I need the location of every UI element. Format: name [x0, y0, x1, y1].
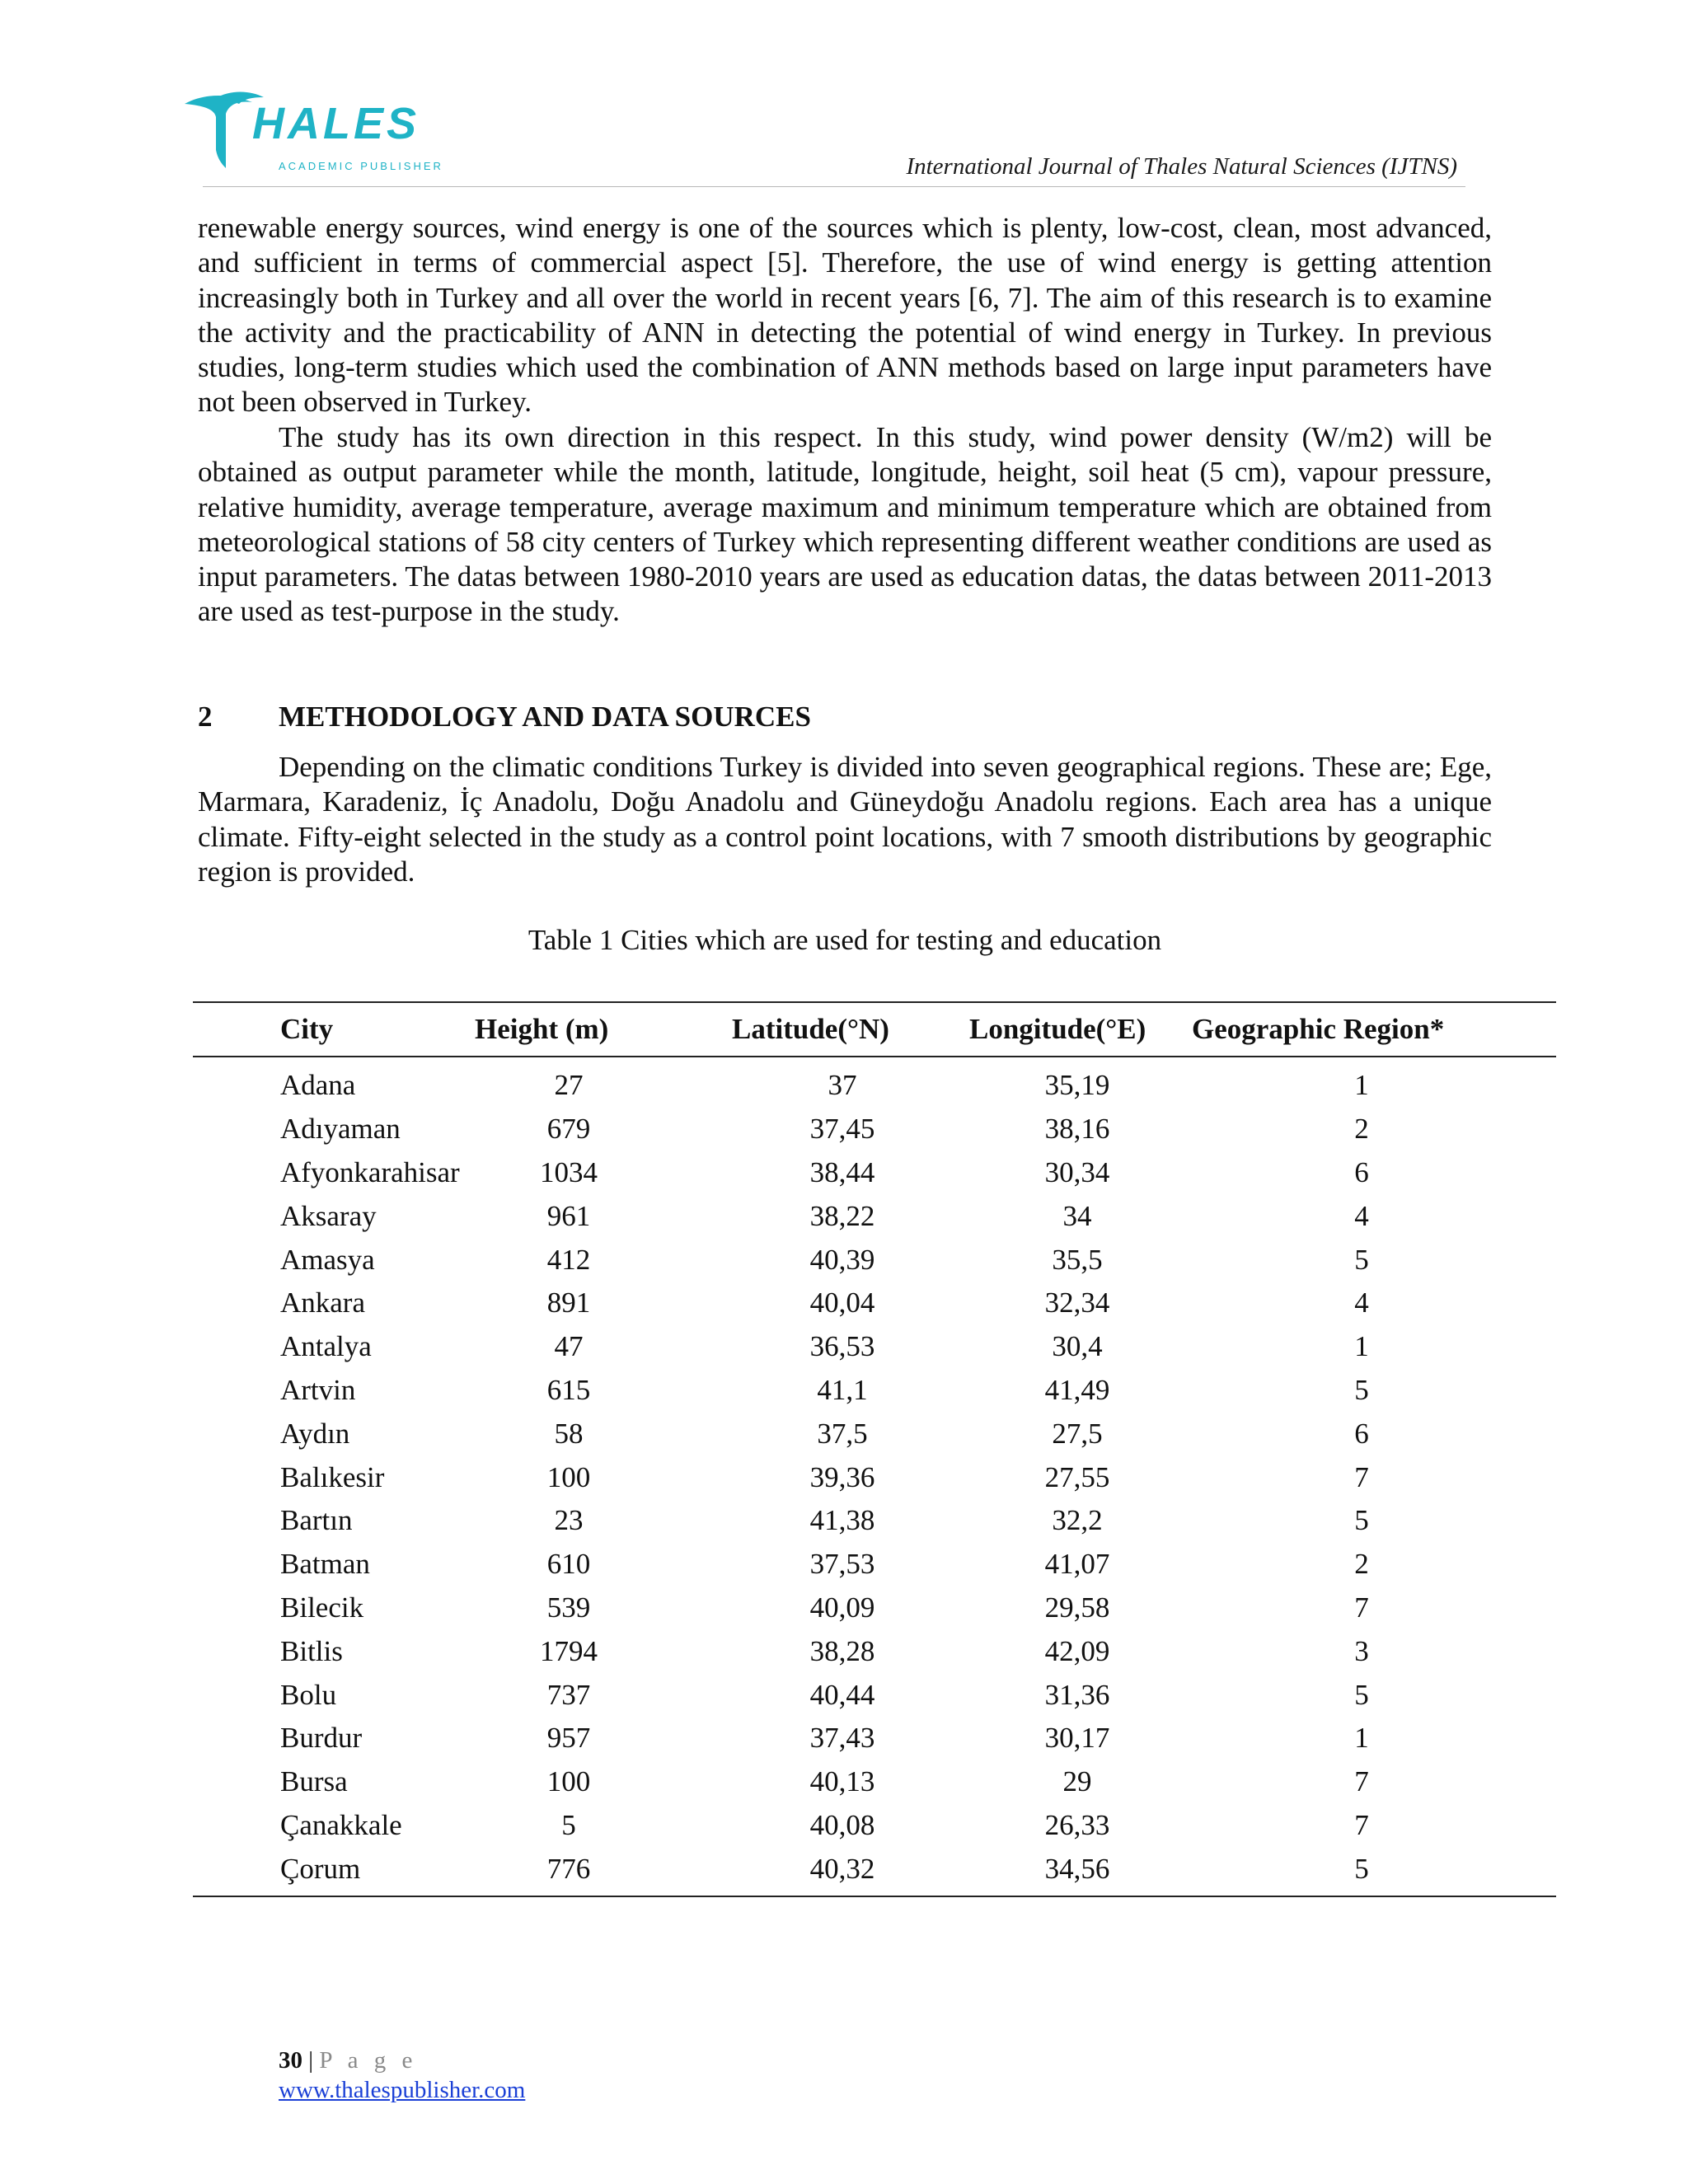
cell-longitude: 29,58: [1044, 1591, 1110, 1624]
cell-region: 6: [1354, 1417, 1369, 1450]
cell-latitude: 41,38: [809, 1504, 875, 1537]
cell-latitude: 37,5: [817, 1417, 868, 1450]
cell-latitude: 38,22: [809, 1199, 875, 1232]
cell-region: 4: [1354, 1286, 1369, 1319]
cell-latitude: 40,04: [809, 1286, 875, 1319]
cell-longitude: 41,07: [1044, 1548, 1110, 1581]
cell-region: 5: [1354, 1678, 1369, 1711]
table-row: [193, 1673, 1556, 1717]
page-footer: [279, 2046, 525, 2105]
cell-city: Bartın: [280, 1504, 353, 1537]
cell-latitude: 40,09: [809, 1591, 875, 1624]
cities-table: [193, 1001, 1497, 1897]
cell-city: Bilecik: [280, 1591, 364, 1624]
publisher-website-link[interactable]: www.thalespublisher.com: [279, 2077, 526, 2103]
cell-city: Çanakkale: [280, 1808, 402, 1841]
cell-city: Çorum: [280, 1852, 361, 1885]
cell-longitude: 35,19: [1044, 1069, 1110, 1102]
header-longitude: Longitude(°E): [969, 1013, 1146, 1045]
table-row: [193, 1455, 1556, 1499]
cell-region: 5: [1354, 1373, 1369, 1406]
cell-longitude: 30,4: [1052, 1330, 1103, 1363]
page-word: P a g e: [319, 2047, 418, 2074]
table-row: [193, 1369, 1556, 1413]
header-city: City: [280, 1013, 334, 1045]
table-row: [193, 1586, 1556, 1630]
table-row: [193, 1847, 1556, 1896]
cell-region: 5: [1354, 1852, 1369, 1885]
cell-city: Balıkesir: [280, 1460, 385, 1493]
cell-height: 5: [561, 1808, 576, 1841]
cell-longitude: 32,2: [1052, 1504, 1103, 1537]
section-number: 2: [198, 701, 213, 733]
table-row: [193, 1108, 1556, 1151]
cell-region: 7: [1354, 1460, 1369, 1493]
cell-city: Bitlis: [280, 1634, 343, 1667]
cell-height: 615: [546, 1373, 591, 1406]
cell-height: 100: [546, 1765, 591, 1798]
cell-longitude: 35,5: [1052, 1243, 1103, 1276]
table-row: [193, 1804, 1556, 1848]
cell-longitude: 32,34: [1044, 1286, 1110, 1319]
cell-height: 1794: [540, 1634, 598, 1667]
table-row: [193, 1282, 1556, 1325]
cell-height: 58: [554, 1417, 584, 1450]
cell-region: 5: [1354, 1243, 1369, 1276]
cell-region: 2: [1354, 1113, 1369, 1146]
table-row: [193, 1499, 1556, 1543]
cell-longitude: 27,55: [1044, 1460, 1110, 1493]
publisher-logo: [181, 89, 478, 180]
page-separator: |: [308, 2047, 314, 2074]
cell-latitude: 40,44: [809, 1678, 875, 1711]
page-number: 30: [279, 2047, 302, 2074]
cell-longitude: 42,09: [1044, 1634, 1110, 1667]
table-row: [193, 1412, 1556, 1455]
brand-name: HALES: [252, 99, 420, 148]
cell-latitude: 37,43: [809, 1722, 875, 1755]
cell-latitude: 39,36: [809, 1460, 875, 1493]
cell-height: 23: [554, 1504, 584, 1537]
cell-latitude: 36,53: [809, 1330, 875, 1363]
table-row: [193, 1057, 1556, 1108]
cell-city: Artvin: [280, 1373, 356, 1406]
cell-longitude: 29: [1062, 1765, 1092, 1798]
header-region: Geographic Region*: [1192, 1013, 1445, 1045]
cell-region: 2: [1354, 1548, 1369, 1581]
cell-city: Bursa: [280, 1765, 348, 1798]
table-row: [193, 1760, 1556, 1804]
cell-height: 776: [546, 1852, 591, 1885]
cell-height: 891: [546, 1286, 591, 1319]
cell-region: 1: [1354, 1722, 1369, 1755]
section-title: METHODOLOGY AND DATA SOURCES: [279, 701, 811, 733]
cell-city: Aydın: [280, 1417, 350, 1450]
cell-latitude: 40,32: [809, 1852, 875, 1885]
table-row: [193, 1151, 1556, 1195]
cell-longitude: 41,49: [1044, 1373, 1110, 1406]
cell-city: Amasya: [280, 1243, 375, 1276]
cell-longitude: 27,5: [1052, 1417, 1103, 1450]
cell-height: 47: [554, 1330, 584, 1363]
table-body: [193, 1057, 1556, 1896]
cell-region: 6: [1354, 1155, 1369, 1188]
cell-region: 7: [1354, 1591, 1369, 1624]
cell-city: Bolu: [280, 1678, 337, 1711]
header-height: Height (m): [475, 1013, 609, 1045]
cell-latitude: 40,08: [809, 1808, 875, 1841]
cell-height: 737: [546, 1678, 591, 1711]
cell-city: Antalya: [280, 1330, 372, 1363]
cell-city: Burdur: [280, 1722, 363, 1755]
cell-city: Aksaray: [280, 1199, 377, 1232]
cell-region: 1: [1354, 1069, 1369, 1102]
header-latitude: Latitude(°N): [732, 1013, 889, 1045]
cell-longitude: 38,16: [1044, 1113, 1110, 1146]
cell-height: 957: [546, 1722, 591, 1755]
table-row: [193, 1543, 1556, 1586]
cell-latitude: 37,45: [809, 1113, 875, 1146]
cell-latitude: 40,13: [809, 1765, 875, 1798]
cell-latitude: 41,1: [817, 1373, 868, 1406]
journal-title: International Journal of Thales Natural Sciences (IJTNS): [906, 153, 1457, 180]
cell-region: 7: [1354, 1765, 1369, 1798]
cell-longitude: 34,56: [1044, 1852, 1110, 1885]
cell-region: 7: [1354, 1808, 1369, 1841]
table-row: [193, 1629, 1556, 1673]
cell-longitude: 34: [1062, 1199, 1092, 1232]
cell-height: 27: [554, 1069, 584, 1102]
table-row: [193, 1238, 1556, 1282]
cell-longitude: 30,34: [1044, 1155, 1110, 1188]
header-divider: [203, 186, 1465, 187]
paragraph-methodology: Depending on the climatic conditions Turkey is divided into seven geographical regions. These are; Ege, Marmara, Karadeniz, İç Anadolu, Doğu Anadolu and Güneydoğu Anadolu regions. Each area has a unique climate. Fifty-eight selected in the study as a control point locations, with 7 smooth distributions by geographic region is provided.: [198, 751, 1492, 888]
cell-height: 1034: [540, 1155, 598, 1188]
cell-city: Ankara: [280, 1286, 366, 1319]
cell-latitude: 38,28: [809, 1634, 875, 1667]
cell-height: 412: [546, 1243, 591, 1276]
cell-region: 5: [1354, 1504, 1369, 1537]
cell-longitude: 30,17: [1044, 1722, 1110, 1755]
table-row: [193, 1325, 1556, 1369]
cell-region: 3: [1354, 1634, 1369, 1667]
section-heading: [198, 700, 811, 734]
cell-longitude: 26,33: [1044, 1808, 1110, 1841]
cell-city: Adana: [280, 1069, 356, 1102]
cell-latitude: 40,39: [809, 1243, 875, 1276]
cell-height: 679: [546, 1113, 591, 1146]
cell-region: 1: [1354, 1330, 1369, 1363]
cell-city: Batman: [280, 1548, 370, 1581]
paragraph-intro-continued: renewable energy sources, wind energy is one of the sources which is plenty, low-cost, clean, most advanced, and sufficient in terms of commercial aspect [5]. Therefore, the use of wind energy is getting attention increasingly both in Turkey and all over the world in recent years [6, 7]. The aim of this research is to examine the activity and the practicability of ANN in detecting the potential of wind energy in Turkey. In previous studies, long-term studies which used the combination of ANN methods based on large input parameters have not been observed in Turkey.: [198, 212, 1492, 419]
cell-height: 961: [546, 1199, 591, 1232]
cell-city: Afyonkarahisar: [280, 1155, 460, 1188]
cell-longitude: 31,36: [1044, 1678, 1110, 1711]
cell-latitude: 38,44: [809, 1155, 875, 1188]
cell-height: 100: [546, 1460, 591, 1493]
table-row: [193, 1194, 1556, 1238]
brand-sub: ACADEMIC PUBLISHER: [279, 160, 443, 172]
cell-city: Adıyaman: [280, 1113, 401, 1146]
table-caption: Table 1 Cities which are used for testing and education: [528, 924, 1162, 956]
cell-region: 4: [1354, 1199, 1369, 1232]
cell-height: 610: [546, 1548, 591, 1581]
table-header-row: [193, 1002, 1556, 1057]
cell-height: 539: [546, 1591, 591, 1624]
table-row: [193, 1717, 1556, 1760]
cell-latitude: 37: [828, 1069, 857, 1102]
cell-latitude: 37,53: [809, 1548, 875, 1581]
paragraph-study-direction: The study has its own direction in this respect. In this study, wind power density (W/m2) will be obtained as output parameter while the month, latitude, longitude, height, soil heat (5 cm), vapour pressure, relative humidity, average temperature, average maximum and minimum temperature which are obtained from meteorological stations of 58 city centers of Turkey which representing different weather conditions are used as input parameters. The datas between 1980-2010 years are used as education datas, the datas between 2011-2013 are used as test-purpose in the study.: [198, 421, 1492, 628]
